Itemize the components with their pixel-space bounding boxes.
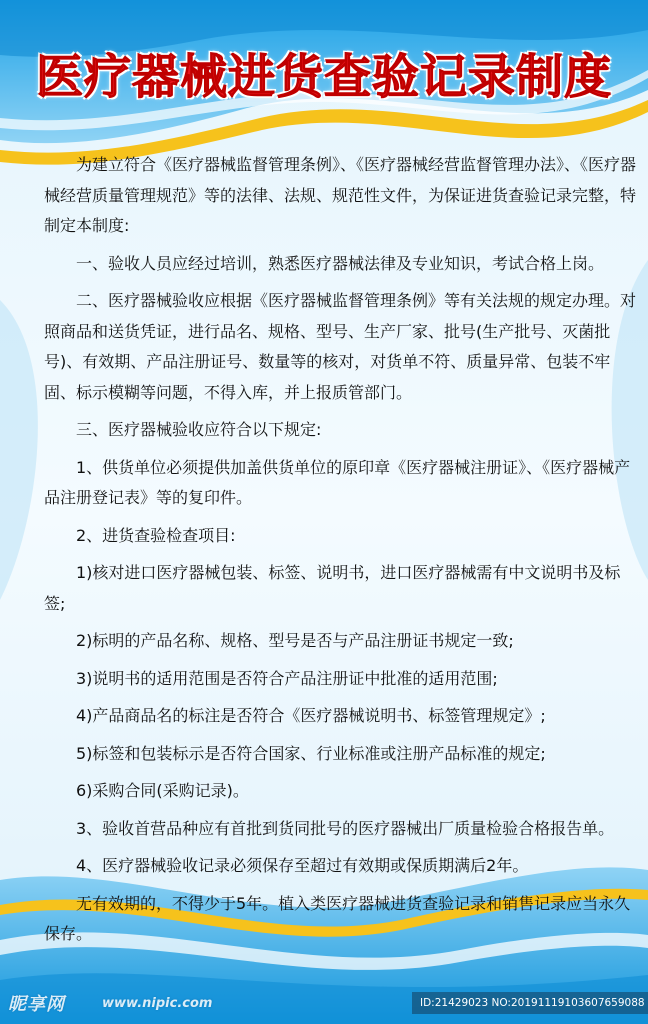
paragraph-check-5: 5)标签和包装标示是否符合国家、行业标准或注册产品标准的规定; [76, 743, 546, 763]
paragraph-check-2: 2)标明的产品名称、规格、型号是否与产品注册证书规定一致; [76, 631, 514, 650]
paragraph-rule-1: 一、验收人员应经过培训，熟悉医疗器械法律及专业知识，考试合格上岗。 [76, 253, 605, 273]
paragraph-check-4: 4)产品商品名的标注是否符合《医疗器械说明书、标签管理规定》; [76, 706, 546, 725]
document-body [44, 150, 640, 957]
paragraph-check-6: 6)采购合同(采购记录)。 [76, 781, 249, 800]
paragraph-item-3: 3、验收首营品种应有首批到货同批号的医疗器械出厂质量检验合格报告单。 [76, 818, 615, 838]
watermark-logo: 昵享网 [8, 994, 65, 1015]
paragraph-item-1: 1、供货单位必须提供加盖供货单位的原印章《医疗器械注册证》、《医疗器械产品注册登记表》等的复印件。 [44, 457, 631, 507]
paragraph-item-4: 4、医疗器械验收记录必须保存至超过有效期或保质期满后2年。 [76, 856, 529, 875]
watermark-url: www.nipic.com [102, 996, 213, 1011]
paragraph-closing: 无有效期的，不得少于5年。植入类医疗器械进货查验记录和销售记录应当永久保存。 [44, 893, 631, 943]
paragraph-rule-3: 三、医疗器械验收应符合以下规定: [76, 420, 322, 439]
page-title: 医疗器械进货查验记录制度 [36, 50, 612, 105]
paragraph-intro: 为建立符合《医疗器械监督管理条例》、《医疗器械经营监督管理办法》、《医疗器械经营质量管理规范》等的法律、法规、规范性文件，为保证进货查验记录完整，特制定本制度: [44, 155, 637, 235]
paragraph-item-2: 2、进货查验检查项目: [76, 525, 236, 545]
paragraph-check-3: 3)说明书的适用范围是否符合产品注册证中批准的适用范围; [76, 668, 498, 688]
paragraph-rule-2: 二、医疗器械验收应根据《医疗器械监督管理条例》等有关法规的规定办理。对照商品和送货凭证，进行品名、规格、型号、生产厂家、批号(生产批号、灭菌批号)、有效期、产品注册证号、数量等的核对，对货单不符、质量异常、包装不牢固、标示模糊等问题，不得入库，并上报质管部门。 [44, 291, 637, 402]
paragraph-check-1: 1)核对进口医疗器械包装、标签、说明书，进口医疗器械需有中文说明书及标签; [44, 563, 621, 613]
image-id-bar: ID:21429023 NO:20191119103607659088 [412, 992, 648, 1014]
